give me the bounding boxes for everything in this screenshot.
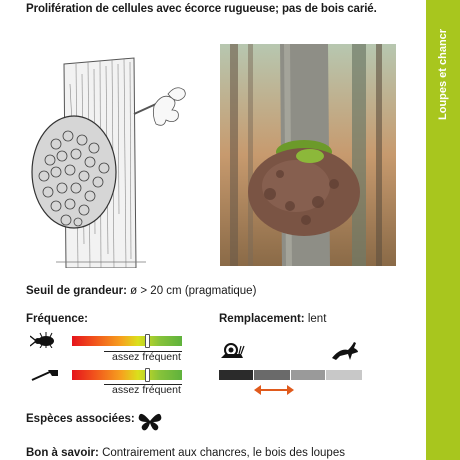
- replacement: [219, 313, 326, 325]
- frequency-bar-1: [72, 336, 182, 346]
- replacement-range-arrow: [254, 384, 294, 396]
- hare-icon: [330, 340, 360, 362]
- burl-photo: [220, 44, 396, 266]
- frequency-caption-1: assez fréquent: [112, 351, 181, 363]
- intro-text: Prolifération de cellules avec écorce rugueuse; pas de bois carié.: [26, 3, 377, 15]
- replacement-scale-3: [291, 370, 325, 380]
- frequency-bar-2: [72, 370, 182, 380]
- frequency-marker-1: [145, 334, 150, 348]
- size-threshold-value: ø > 20 cm (pragmatique): [130, 285, 257, 297]
- saw-icon: [30, 368, 60, 382]
- frequency-caption-2: assez fréquent: [112, 384, 181, 396]
- snail-icon: [219, 340, 245, 360]
- replacement-value: lent: [307, 313, 327, 325]
- butterfly-icon: [137, 410, 163, 432]
- replacement-label: Remplacement:: [219, 313, 305, 325]
- frequency-marker-2: [145, 368, 150, 382]
- good-to-know-label: Bon à savoir:: [26, 447, 99, 459]
- associated-species-label: Espèces associées:: [26, 413, 135, 425]
- good-to-know: [26, 447, 345, 459]
- frequency-label: Fréquence:: [26, 313, 88, 325]
- size-threshold: [26, 285, 256, 297]
- sidebar-label: Loupes et chancr: [437, 28, 449, 120]
- stag-beetle-icon: [30, 332, 60, 348]
- size-threshold-label: Seuil de grandeur:: [26, 285, 127, 297]
- good-to-know-text: Contrairement aux chancres, le bois des loupes: [102, 447, 345, 459]
- replacement-scale-2: [254, 370, 290, 380]
- replacement-scale-4: [326, 370, 362, 380]
- burl-illustration: [26, 44, 204, 268]
- replacement-scale-1: [219, 370, 253, 380]
